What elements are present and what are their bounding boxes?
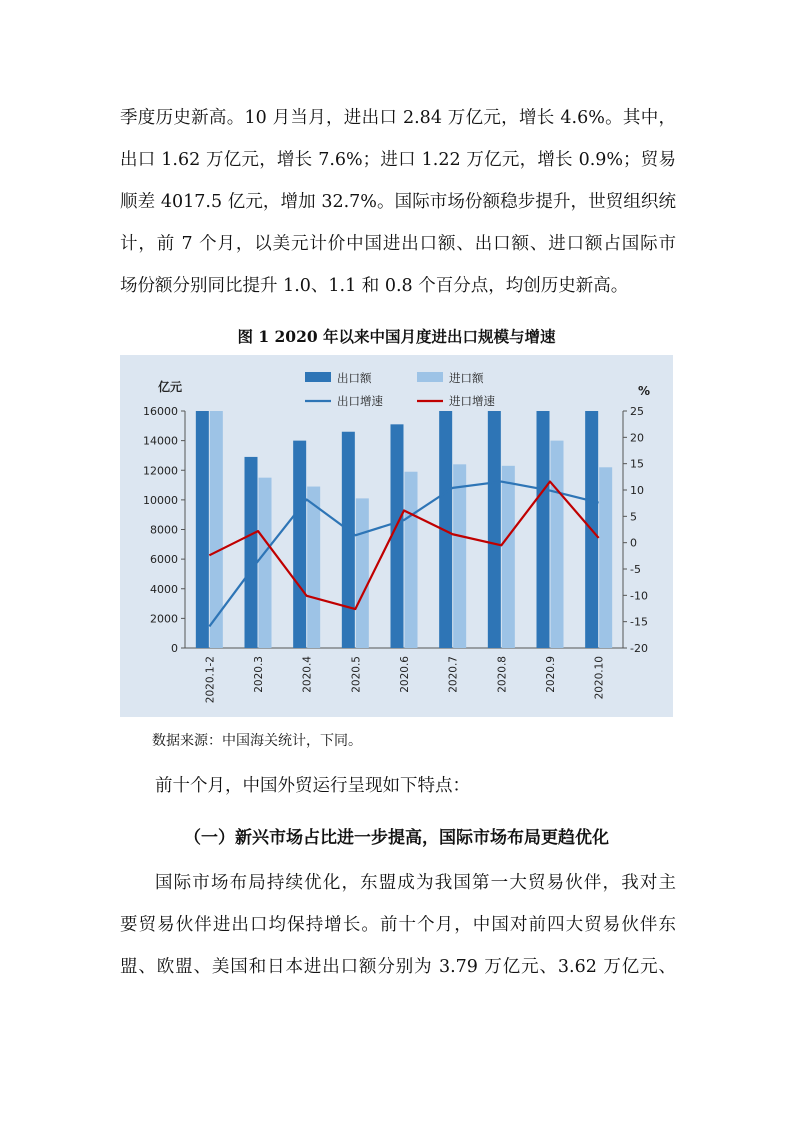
x-tick-label: 2020.4 [301, 656, 314, 693]
legend-import-amount-label: 进口额 [449, 371, 484, 385]
import-bar [405, 472, 418, 648]
left-tick-label: 12000 [143, 464, 178, 478]
paragraph-1-line: 出口 1.62 万亿元，增长 7.6%；进口 1.22 万亿元，增长 0.9%；贸易 [120, 150, 676, 170]
right-tick-label: -15 [630, 615, 648, 629]
left-tick-label: 8000 [150, 523, 178, 537]
left-tick-label: 2000 [150, 612, 178, 626]
paragraph-1-line: 季度历史新高。10 月当月，进出口 2.84 万亿元，增长 4.6%。其中， [120, 108, 676, 128]
right-tick-label: 25 [630, 405, 644, 418]
y-left-unit-label: 亿元 [158, 380, 183, 394]
paragraph-2-line: 国际市场布局持续优化，东盟成为我国第一大贸易伙伴，我对主 [155, 873, 676, 893]
right-tick-label: 15 [630, 457, 644, 471]
left-tick-label: 6000 [150, 553, 178, 567]
paragraph-1-line: 顺差 4017.5 亿元，增加 32.7%。国际市场份额稳步提升，世贸组织统 [120, 192, 676, 212]
legend-import-amount-swatch [417, 372, 443, 382]
export-bar [196, 411, 209, 648]
x-tick-label: 2020.5 [350, 656, 363, 693]
x-tick-label: 2020.10 [593, 656, 606, 700]
figure-title: 图 1 2020 年以来中国月度进出口规模与增速 [237, 327, 556, 346]
import-bar [502, 466, 515, 648]
x-tick-label: 2020.1-2 [204, 656, 217, 704]
left-tick-label: 4000 [150, 582, 178, 596]
right-tick-label: 20 [630, 431, 644, 445]
paragraph-1-line: 计，前 7 个月，以美元计价中国进出口额、出口额、进口额占国际市 [120, 234, 676, 254]
source-note: 数据来源：中国海关统计，下同。 [152, 733, 362, 749]
paragraph-1 [120, 97, 676, 307]
x-tick-label: 2020.3 [253, 656, 265, 693]
paragraph-2 [120, 862, 676, 988]
right-tick-label: 0 [630, 536, 637, 550]
legend-export-amount-label: 出口额 [337, 371, 372, 385]
chart-container [120, 355, 673, 717]
y-right-unit-label: % [638, 384, 651, 398]
x-tick-label: 2020.7 [447, 656, 460, 693]
import-bar [599, 467, 612, 648]
paragraph-2-line: 要贸易伙伴进出口均保持增长。前十个月，中国对前四大贸易伙伴东 [120, 915, 676, 935]
left-tick-label: 14000 [143, 434, 178, 448]
export-bar [488, 411, 501, 648]
import-bar [453, 464, 466, 648]
import-bar [551, 441, 564, 648]
x-tick-label: 2020.8 [496, 656, 509, 693]
legend-import-growth-label: 进口增速 [449, 394, 495, 408]
import-bar [356, 498, 369, 648]
right-tick-label: 5 [630, 510, 637, 524]
x-tick-label: 2020.9 [545, 656, 557, 693]
right-tick-label: -5 [630, 563, 641, 576]
intro-text: 前十个月，中国外贸运行呈现如下特点： [155, 776, 470, 796]
left-tick-label: 16000 [143, 405, 178, 418]
export-bar [245, 457, 258, 648]
import-bar [307, 487, 320, 648]
left-tick-label: 10000 [143, 493, 178, 507]
right-tick-label: 10 [630, 484, 644, 497]
legend-export-amount-swatch [305, 372, 331, 382]
right-tick-label: -20 [630, 642, 648, 655]
left-tick-label: 0 [171, 642, 178, 655]
chart-svg [120, 355, 673, 717]
section-heading: （一）新兴市场占比进一步提高，国际市场布局更趋优化 [184, 828, 609, 848]
export-bar [537, 411, 550, 648]
x-tick-label: 2020.6 [399, 656, 411, 693]
paragraph-1-line: 场份额分别同比提升 1.0、1.1 和 0.8 个百分点，均创历史新高。 [120, 276, 629, 296]
import-bar [259, 478, 272, 648]
paragraph-2-line: 盟、欧盟、美国和日本进出口额分别为 3.79 万亿元、3.62 万亿元、 [120, 957, 676, 977]
right-tick-label: -10 [630, 589, 648, 603]
legend-export-growth-label: 出口增速 [337, 394, 383, 408]
export-bar [342, 432, 355, 648]
export-bar [293, 441, 306, 648]
